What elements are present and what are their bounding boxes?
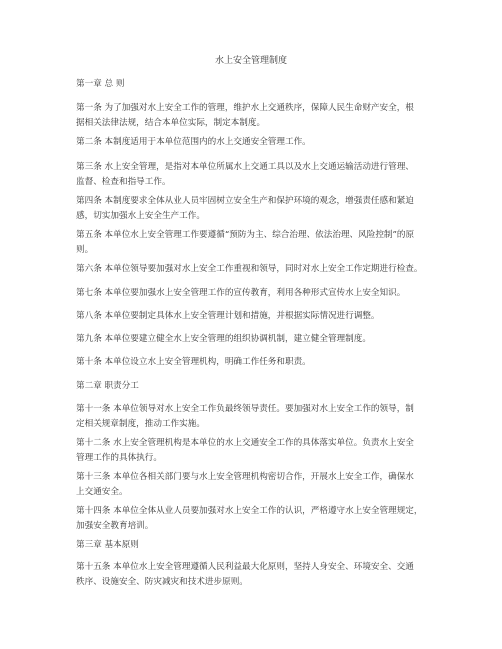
text-line: 秩序、设施安全、防灾减灾和技术进步原则。: [76, 577, 248, 587]
text-line: 感，切实加强水上安全生产工作。: [76, 211, 205, 221]
document-title: 水上安全管理制度: [214, 56, 287, 66]
text-line: 第十二条 水上安全管理机构是本单位的水上交通安全工作的具体落实单位。负责水上安全: [76, 438, 414, 448]
text-line: 管理工作的具体执行。: [76, 453, 162, 463]
text-line: 第三章 基本原则: [76, 540, 139, 550]
text-line: 第九条 本单位要建立健全水上安全管理的组织协调机制，建立健全管理制度。: [76, 334, 371, 344]
article-paragraph: [76, 436, 436, 466]
text-line: 第十三条 本单位各相关部门要与水上安全管理机构密切合作，开展水上安全工作，确保水: [76, 472, 414, 482]
chapter-heading: [76, 77, 436, 92]
text-line: 第十条 本单位设立水上安全管理机构，明确工作任务和职责。: [76, 357, 311, 367]
article-paragraph: [76, 286, 436, 301]
text-line: 第一章 总 则: [76, 79, 125, 89]
text-line: 定相关规章制度，推动工作实施。: [76, 419, 205, 429]
article-paragraph: [76, 355, 436, 370]
article-paragraph: [76, 332, 436, 347]
chapter-heading: [76, 379, 436, 394]
article-paragraph: [76, 262, 436, 277]
text-line: 第八条 本单位要制定具体水上安全管理计划和措施，并根据实际情况进行调整。: [76, 311, 380, 321]
text-line: 第七条 本单位要加强水上安全管理工作的宣传教育，利用各种形式宣传水上安全知识。: [76, 288, 406, 298]
article-paragraph: [76, 160, 436, 190]
article-paragraph: [76, 101, 436, 131]
text-line: 加强安全教育培训。: [76, 521, 154, 531]
article-paragraph: [76, 504, 436, 534]
article-paragraph: [76, 402, 436, 432]
article-paragraph: [76, 470, 436, 500]
text-line: 第五条 本单位水上安全管理工作要遵循“预防为主、综合治理、依法治理、风险控制”的原: [76, 230, 415, 240]
text-line: 第三条 水上安全管理，是指对本单位所属水上交通工具以及水上交通运输活动进行管理、: [76, 162, 414, 172]
text-line: 第十四条 本单位全体从业人员要加强对水上安全工作的认识，严格遵守水上安全管理规定，: [76, 506, 423, 516]
article-paragraph: [76, 228, 436, 258]
text-line: 第十五条 本单位水上安全管理遵循人民利益最大化原则，坚持人身安全、环境安全、交通: [76, 562, 414, 572]
text-line: 第六条 本单位领导要加强对水上安全工作重视和领导，同时对水上安全工作定期进行检查。: [76, 264, 423, 274]
text-line: 据相关法律法规，结合本单位实际，制定本制度。: [76, 118, 266, 128]
text-line: 第十一条 本单位领导对水上安全工作负最终领导责任。要加强对水上安全工作的领导，制: [76, 404, 414, 414]
text-line: 第二条 本制度适用于本单位范围内的水上交通安全管理工作。: [76, 137, 311, 147]
article-paragraph: [76, 194, 436, 224]
chapter-heading: [76, 538, 436, 553]
text-line: 第一条 为了加强对水上安全工作的管理，维护水上交通秩序，保障人民生命财产安全，根: [76, 103, 414, 113]
text-line: 则。: [76, 245, 94, 255]
article-paragraph: [76, 309, 436, 324]
text-line: 监督、检查和指导工作。: [76, 177, 171, 187]
text-line: 第二章 职责分工: [76, 381, 139, 391]
text-line: 第四条 本制度要求全体从业人员牢固树立安全生产和保护环境的观念，增强责任感和紧迫: [76, 196, 414, 206]
text-line: 上交通安全。: [76, 487, 128, 497]
article-paragraph: [76, 135, 436, 150]
article-paragraph: [76, 560, 436, 590]
